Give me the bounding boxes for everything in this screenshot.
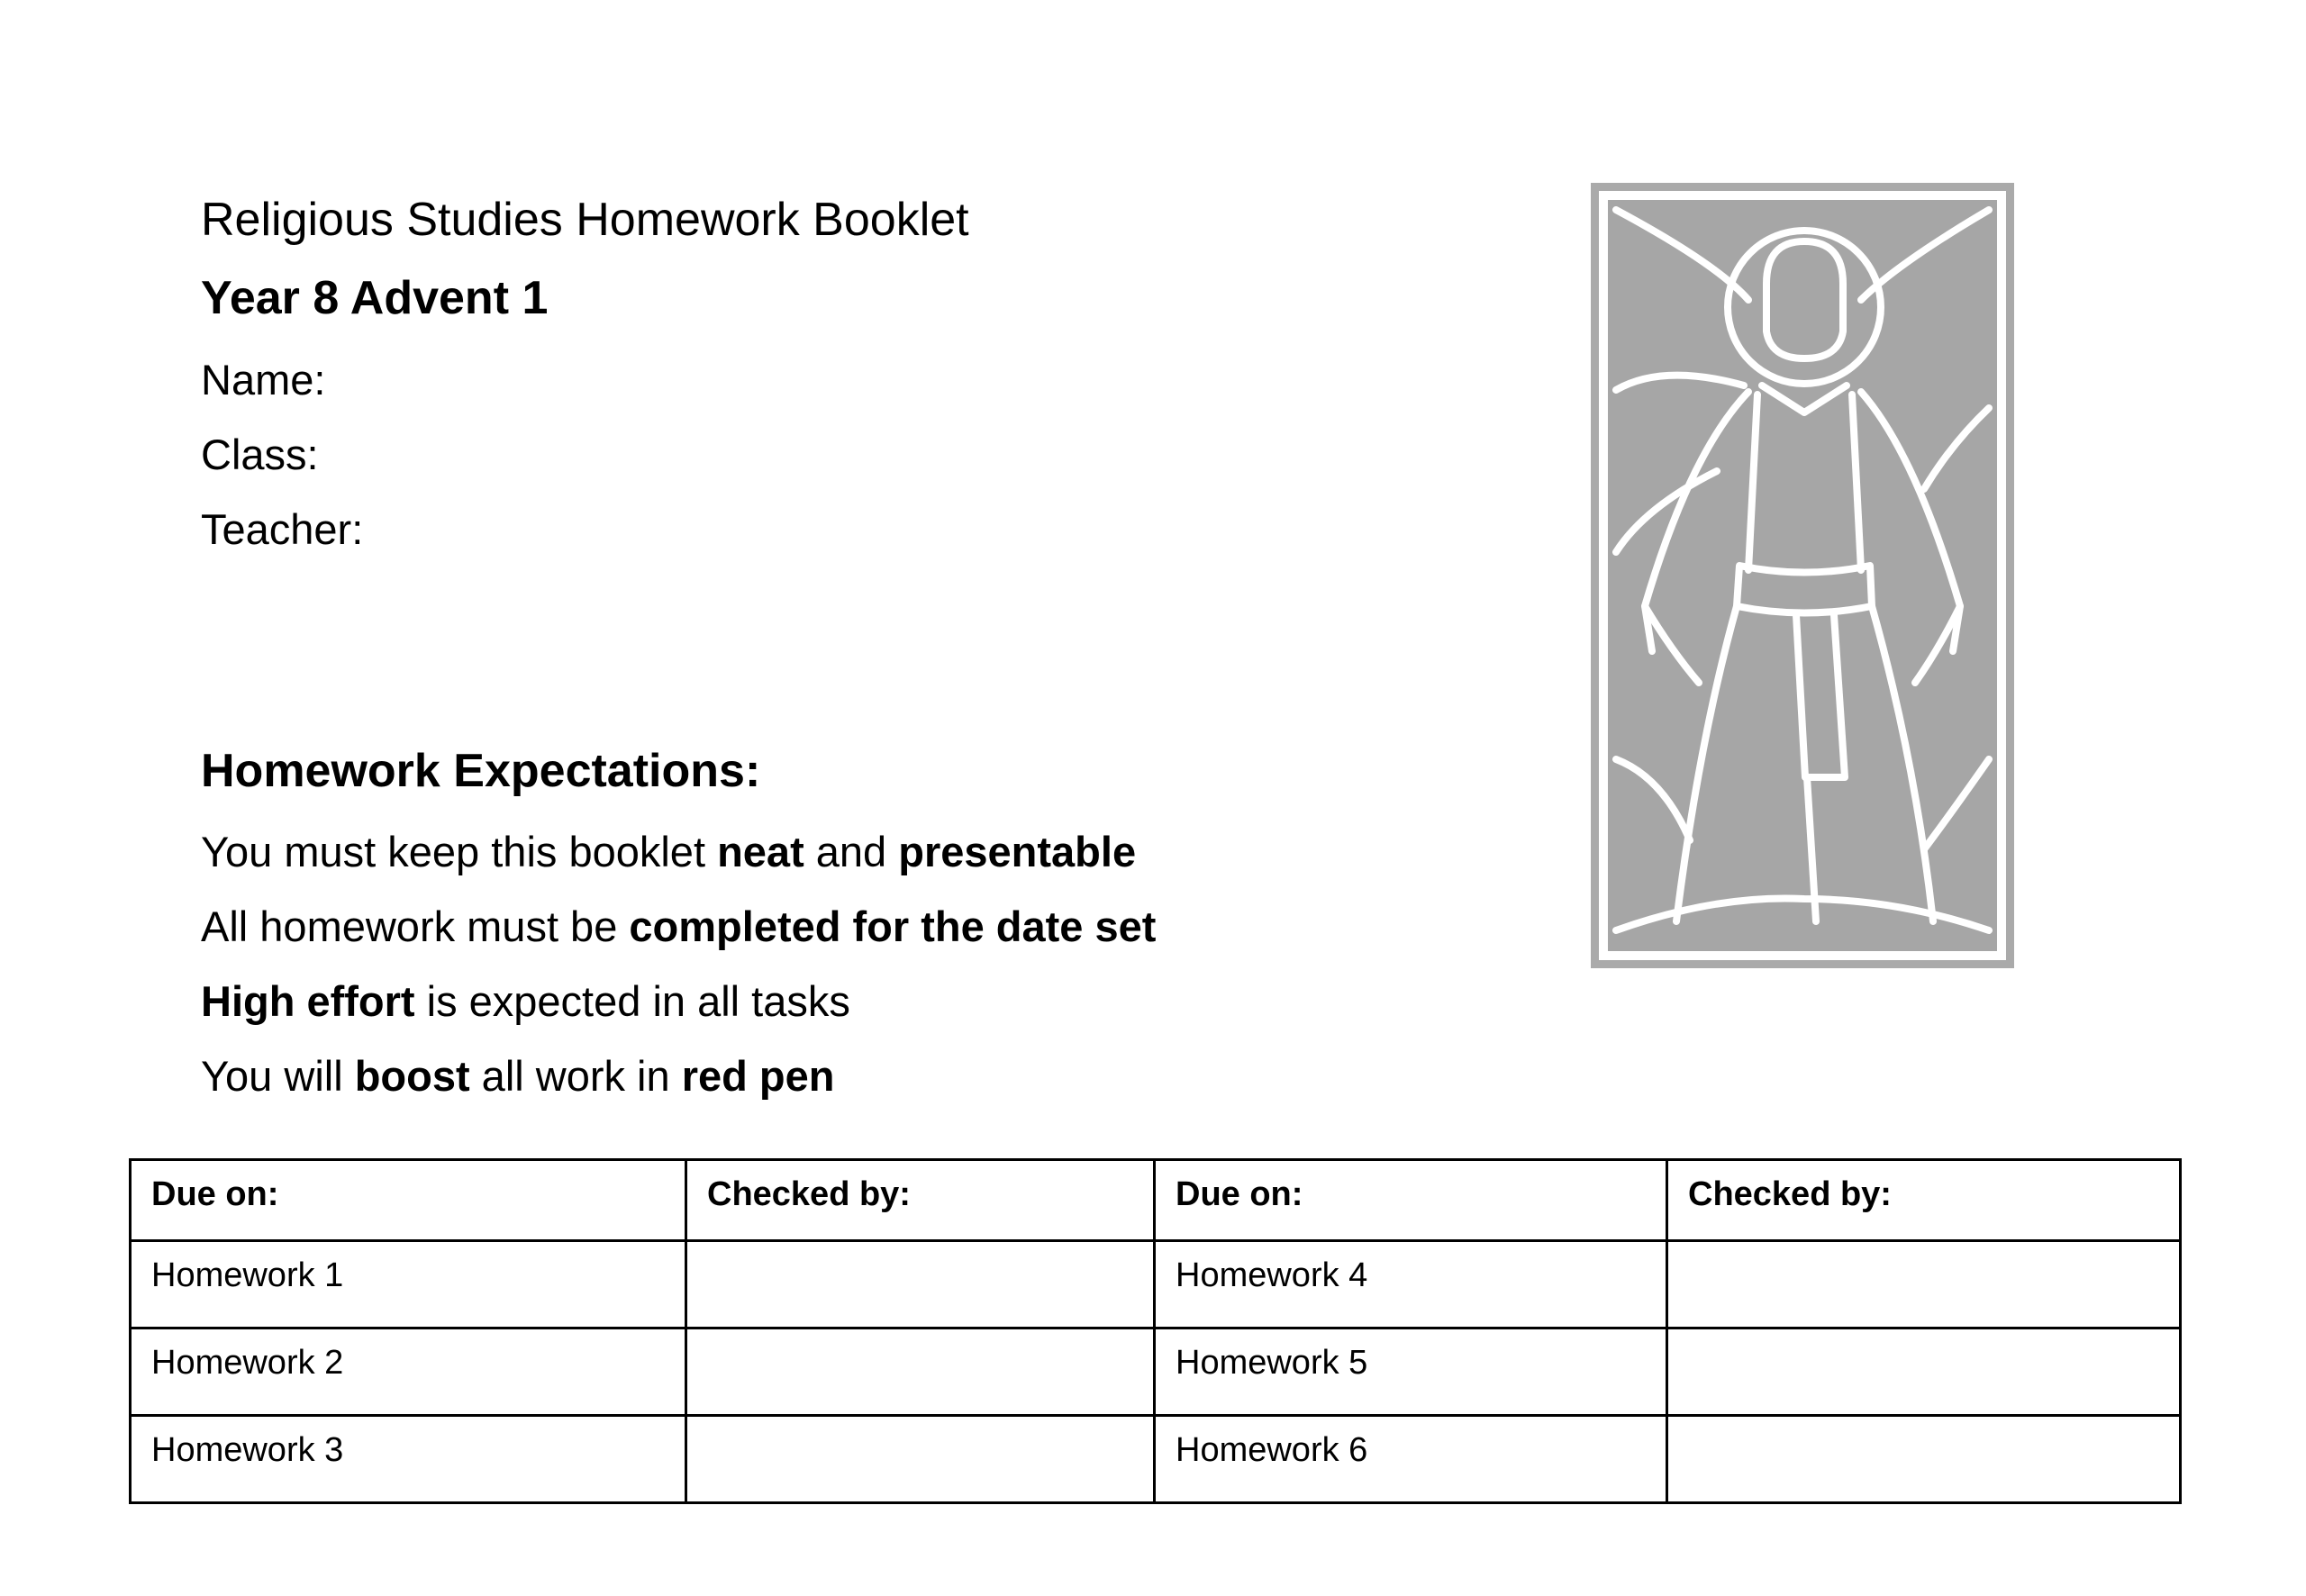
column-header-due-on: Due on: — [131, 1160, 686, 1241]
expectation-emphasis: completed for the date set — [629, 902, 1157, 950]
expectation-text: All homework must be — [201, 902, 630, 950]
expectation-emphasis: red pen — [681, 1052, 835, 1100]
checked-by-cell[interactable] — [686, 1328, 1155, 1416]
homework-due-cell[interactable]: Homework 6 — [1155, 1416, 1667, 1503]
homework-due-cell[interactable]: Homework 5 — [1155, 1328, 1667, 1416]
column-header-checked-by: Checked by: — [1667, 1160, 2181, 1241]
booklet-subtitle: Year 8 Advent 1 — [201, 272, 549, 324]
expectation-text: all work in — [469, 1052, 682, 1100]
checked-by-cell[interactable] — [686, 1241, 1155, 1328]
expectation-emphasis: High effort — [201, 977, 415, 1025]
booklet-title: Religious Studies Homework Booklet — [201, 194, 969, 246]
expectation-emphasis: neat — [717, 828, 804, 875]
expectation-item — [201, 830, 1136, 873]
homework-due-cell[interactable]: Homework 2 — [131, 1328, 686, 1416]
class-field-label: Class: — [201, 431, 319, 478]
table-header-row — [131, 1160, 2181, 1241]
checked-by-cell[interactable] — [1667, 1416, 2181, 1503]
checked-by-cell[interactable] — [686, 1416, 1155, 1503]
table-row — [131, 1241, 2181, 1328]
name-field-label: Name: — [201, 356, 326, 404]
homework-tracker-table — [129, 1158, 2182, 1504]
table-row — [131, 1328, 2181, 1416]
checked-by-cell[interactable] — [1667, 1328, 2181, 1416]
expectation-emphasis: boost — [354, 1052, 470, 1100]
column-header-due-on: Due on: — [1155, 1160, 1667, 1241]
stained-glass-figure-icon — [1591, 183, 2014, 968]
table-row — [131, 1416, 2181, 1503]
expectation-text: is expected in all tasks — [414, 977, 850, 1025]
homework-due-cell[interactable]: Homework 1 — [131, 1241, 686, 1328]
homework-due-cell[interactable]: Homework 3 — [131, 1416, 686, 1503]
expectation-item — [201, 977, 850, 1025]
expectation-text: You will — [201, 1052, 355, 1100]
homework-due-cell[interactable]: Homework 4 — [1155, 1241, 1667, 1328]
checked-by-cell[interactable] — [1667, 1241, 2181, 1328]
expectation-emphasis: presentable — [898, 828, 1137, 875]
expectation-text: and — [803, 828, 899, 875]
column-header-checked-by: Checked by: — [686, 1160, 1155, 1241]
teacher-field-label: Teacher: — [201, 505, 364, 553]
expectation-item — [201, 1052, 835, 1100]
expectations-heading: Homework Expectations: — [201, 745, 761, 797]
expectation-text: You must keep this booklet — [201, 828, 718, 875]
expectation-item — [201, 902, 1157, 950]
